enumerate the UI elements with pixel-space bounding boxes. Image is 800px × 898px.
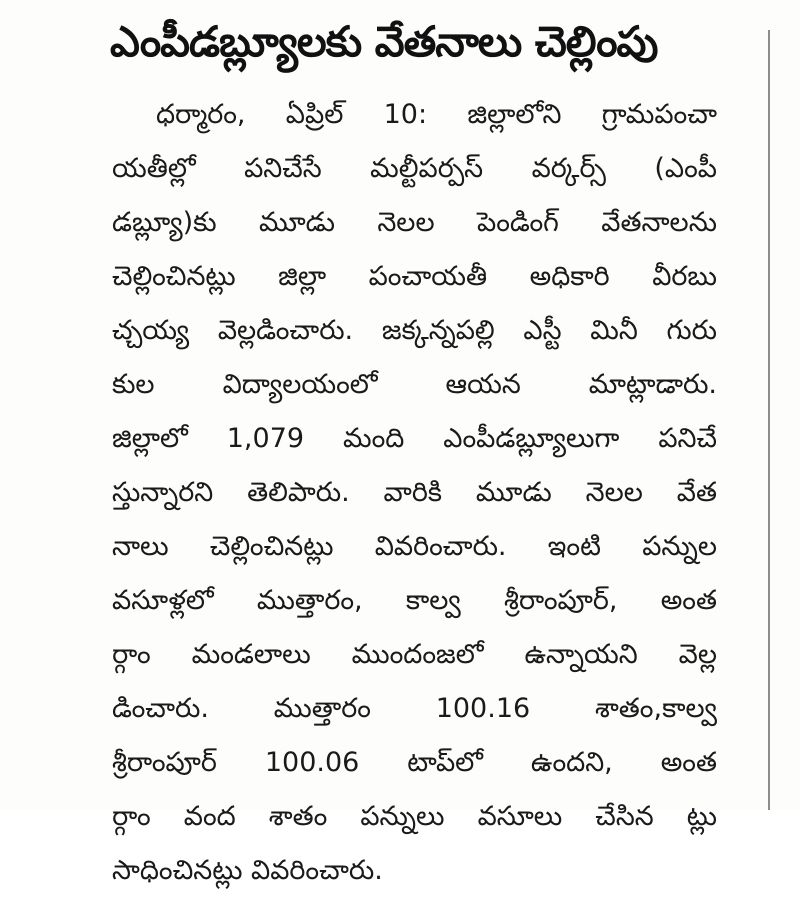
article-line: సాధించినట్లు వివరించారు. (112, 855, 383, 886)
headline: ఎంపీడబ్ల్యూలకు వేతనాలు చెల్లింపు (110, 17, 658, 66)
article-line: ర్గాం వంద శాతం పన్నులు వసూలు చేసిన ట్లు (112, 801, 717, 832)
article-line: యతీల్లో పనిచేసే మల్టీపర్పస్ వర్కర్స్ (ఎంపీ (112, 153, 717, 184)
article-line: శ్రీరాంపూర్ 100.06 టాప్‌లో ఉందని, అంత (112, 747, 717, 778)
article-line: జిల్లాలో 1,079 మంది ఎంపీడబ్ల్యూలుగా పనిచే (112, 423, 717, 454)
article-line: స్తున్నారని తెలిపారు. వారికి మూడు నెలల వేత (112, 477, 717, 508)
article-line: ధర్మారం, ఏప్రిల్ 10: జిల్లాలోని గ్రామపంచా (156, 99, 717, 130)
article-line: ర్గాం మండలాలు ముందంజలో ఉన్నాయని వెల్ల (112, 639, 717, 670)
column-divider (768, 30, 770, 810)
article-line: కుల విద్యాలయంలో ఆయన మాట్లాడారు. (112, 369, 717, 400)
article-body (112, 88, 717, 898)
article-line: నాలు చెల్లించినట్లు వివరించారు. ఇంటి పన్నుల (112, 531, 717, 562)
article-line: డించారు. ముత్తారం 100.16 శాతం,కాల్వ (112, 693, 717, 724)
article-line: చెల్లించినట్లు జిల్లా పంచాయతీ అధికారి వీరబు (112, 261, 717, 292)
article-line: డబ్ల్యూ)కు మూడు నెలల పెండింగ్ వేతనాలను (112, 207, 717, 238)
article-line: చ్చయ్య వెల్లడించారు. జక్కన్నపల్లి ఎస్టీ మినీ గురు (112, 315, 717, 346)
article-line: వసూళ్లలో ముత్తారం, కాల్వ శ్రీరాంపూర్, అంత (112, 585, 717, 616)
